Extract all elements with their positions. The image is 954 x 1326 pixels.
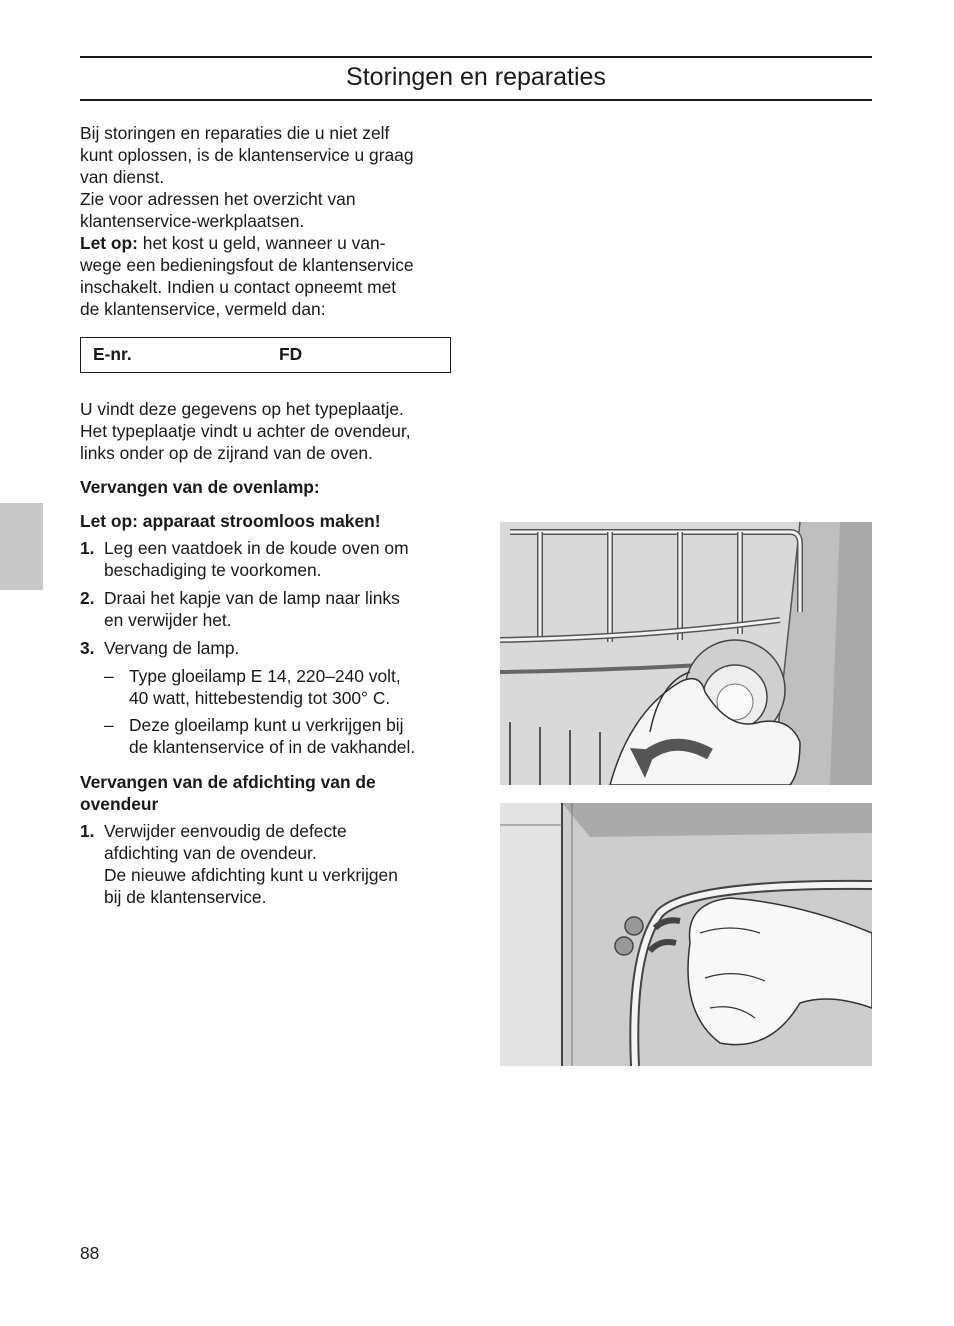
sub-item-text: de klantenservice of in de vakhandel. — [129, 737, 416, 757]
type-plate-paragraph — [80, 398, 455, 464]
note-label: Let op: — [80, 233, 138, 253]
dash-bullet: – — [104, 666, 114, 686]
text-line: van dienst. — [80, 167, 165, 187]
dash-bullet: – — [104, 715, 114, 735]
step-text: afdichting van de ovendeur. — [104, 843, 317, 863]
text-line: U vindt deze gegevens op het typeplaatje. — [80, 399, 404, 419]
step-number: 1. — [80, 821, 95, 841]
text-line: inschakelt. Indien u contact opneemt met — [80, 277, 397, 297]
appliance-id-box — [80, 337, 451, 373]
intro-paragraph — [80, 122, 455, 320]
step-text: Leg een vaatdoek in de koude oven om — [104, 538, 409, 558]
text-line: de klantenservice, vermeld dan: — [80, 299, 326, 319]
step-number: 1. — [80, 538, 95, 558]
step-text: en verwijder het. — [104, 610, 232, 630]
text-line: wege een bedieningsfout de klantenservice — [80, 255, 414, 275]
step-number: 2. — [80, 588, 95, 608]
heading-line: ovendeur — [80, 794, 159, 814]
step-text: Vervang de lamp. — [104, 638, 240, 658]
door-seal-illustration — [500, 803, 872, 1066]
step-text: De nieuwe afdichting kunt u verkrijgen — [104, 865, 398, 885]
section-tab-marker — [0, 503, 43, 590]
text-line: Zie voor adressen het overzicht van — [80, 189, 356, 209]
sub-item-text: Type gloeilamp E 14, 220–240 volt, — [129, 666, 401, 686]
lamp-section-heading: Vervangen van de ovenlamp: — [80, 477, 320, 497]
lamp-warning: Let op: apparaat stroomloos maken! — [80, 511, 381, 531]
text-line: Het typeplaatje vindt u achter de ovendeur, — [80, 421, 411, 441]
page-title: Storingen en reparaties — [346, 63, 606, 91]
step-text: Draai het kapje van de lamp naar links — [104, 588, 400, 608]
sub-item-text: Deze gloeilamp kunt u verkrijgen bij — [129, 715, 404, 735]
enr-label: E-nr. — [93, 344, 132, 364]
sub-item-text: 40 watt, hittebestendig tot 300° C. — [129, 688, 391, 708]
step-text: bij de klantenservice. — [104, 887, 267, 907]
header-rule-bottom — [80, 99, 872, 101]
page-number: 88 — [80, 1243, 100, 1263]
text-line: kunt oplossen, is de klantenservice u graag — [80, 145, 414, 165]
note-text: het kost u geld, wanneer u van- — [137, 233, 386, 253]
text-line: Bij storingen en reparaties die u niet zelf — [80, 123, 390, 143]
header-rule-top — [80, 56, 872, 58]
heading-line: Vervangen van de afdichting van de — [80, 772, 376, 792]
oven-lamp-illustration — [500, 522, 872, 785]
seal-section-heading — [80, 771, 460, 815]
step-number: 3. — [80, 638, 95, 658]
fd-label: FD — [279, 344, 303, 364]
step-text: beschadiging te voorkomen. — [104, 560, 322, 580]
note-line — [80, 232, 455, 254]
text-line: links onder op de zijrand van de oven. — [80, 443, 373, 463]
step-text: Verwijder eenvoudig de defecte — [104, 821, 347, 841]
text-line: klantenservice-werkplaatsen. — [80, 211, 305, 231]
